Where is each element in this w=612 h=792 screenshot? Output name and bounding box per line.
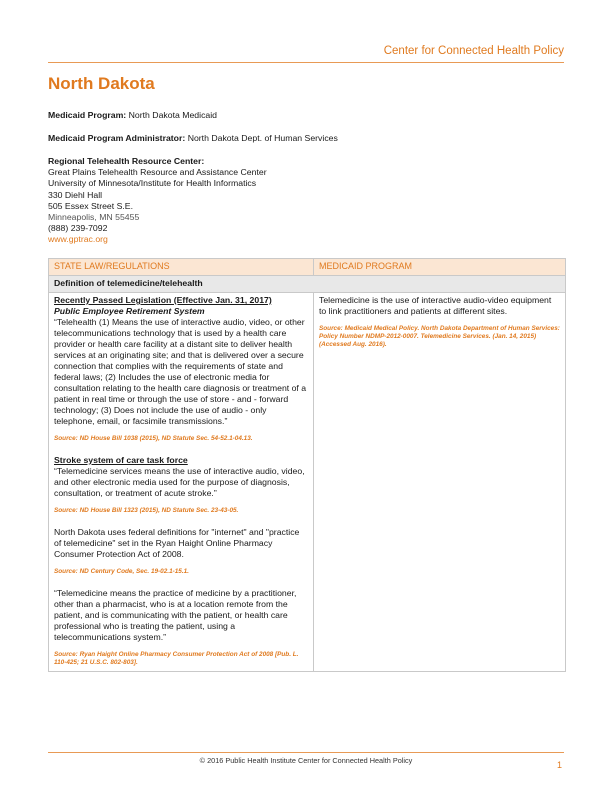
block3-source: Source: ND Century Code, Sec. 19-02.1-15.1.: [54, 568, 189, 575]
block2-source: Source: ND House Bill 1323 (2015), ND Statute Sec. 23-43-05.: [54, 507, 239, 514]
medicaid-source: Source: Medicaid Medical Policy. North Dakota Department of Human Services: Policy Number NDMP-2012-0007. Telemedicine Services. (Jan. 14, 2015) (Accessed Aug. 2016).: [319, 325, 560, 348]
state-law-cell: [49, 293, 314, 672]
rtrc-line: University of Minnesota/Institute for Health Informatics: [48, 178, 257, 189]
page-title: North Dakota: [48, 74, 155, 93]
rtrc-line: Great Plains Telehealth Resource and Assistance Center: [48, 167, 267, 178]
section-title: Definition of telemedicine/telehealth: [49, 276, 566, 293]
footer-divider: [48, 752, 564, 753]
rtrc-line: 330 Diehl Hall: [48, 189, 103, 200]
block1-heading: Recently Passed Legislation (Effective Jan. 31, 2017): [54, 295, 272, 305]
rtrc-phone: (888) 239-7092: [48, 223, 108, 234]
rtrc-label: Regional Telehealth Resource Center:: [48, 156, 205, 166]
block4-source: Source: Ryan Haight Online Pharmacy Consumer Protection Act of 2008 [Pub. L. 110-425; 21 U.S.C. 802-803].: [54, 651, 299, 666]
column-header-state-law: STATE LAW/REGULATIONS: [49, 259, 314, 276]
page-number: 1: [556, 760, 562, 770]
medicaid-program-label: Medicaid Program:: [48, 110, 127, 120]
medicaid-program-value: North Dakota Medicaid: [128, 110, 218, 120]
law-table: [48, 258, 566, 672]
medicaid-admin-label: Medicaid Program Administrator:: [48, 133, 186, 143]
medicaid-program-line: [48, 110, 217, 121]
header-org-name: Center for Connected Health Policy: [383, 45, 564, 57]
block2-text: “Telemedicine services means the use of interactive audio, video, and other electronic media used for the purpose of diagnosis, consultation, or treatment of acute stroke.”: [54, 466, 305, 498]
rtrc-city: Minneapolis, MN 55455: [48, 212, 140, 223]
medicaid-cell: [314, 293, 566, 672]
block3-text: North Dakota uses federal definitions for "internet" and "practice of telemedicine" set in the Ryan Haight Online Pharmacy Consumer Protection Act of 2008.: [54, 527, 300, 559]
medicaid-text: Telemedicine is the use of interactive audio-video equipment to link practitioners and patients at different sites.: [319, 295, 552, 316]
block4-text: “Telemedicine means the practice of medicine by a practitioner, other than a pharmacist, who is at a location remote from the patient, and is communicating with the patient, or health care professional who is treating the patient, using a telecommunications system.”: [54, 588, 297, 642]
medicaid-admin-value: North Dakota Dept. of Human Services: [187, 133, 338, 143]
rtrc-line: 505 Essex Street S.E.: [48, 200, 133, 211]
medicaid-admin-line: [48, 133, 338, 144]
table-row: [49, 293, 566, 672]
block1-source: Source: ND House Bill 1038 (2015), ND Statute Sec. 54-52.1-04.13.: [54, 435, 253, 442]
footer-copyright: © 2016 Public Health Institute Center for Connected Health Policy: [199, 756, 413, 765]
column-header-medicaid: MEDICAID PROGRAM: [314, 259, 566, 276]
block2-heading: Stroke system of care task force: [54, 455, 188, 465]
table-header-row: [49, 259, 566, 276]
block1-subheading: Public Employee Retirement System: [54, 306, 205, 316]
rtrc-block: [48, 156, 267, 246]
rtrc-website-link[interactable]: www.gptrac.org: [48, 234, 108, 245]
section-row: [49, 276, 566, 293]
block1-text: “Telehealth (1) Means the use of interactive audio, video, or other telecommunications technology that is used by a health care provider or health care facility at a distant site to deliver health services at an originating site; and that is delivered over a secure connection that complies with the requirements of state and federal laws; (2) Includes the use of electronic media for consultation relating to the health care diagnosis or treatment of a patient in real time or through the use of store - and - forward technology; (3) Does not include the use of audio - only telephone, email, or facsimile transmissions.”: [54, 317, 307, 426]
header-divider: [48, 62, 564, 63]
